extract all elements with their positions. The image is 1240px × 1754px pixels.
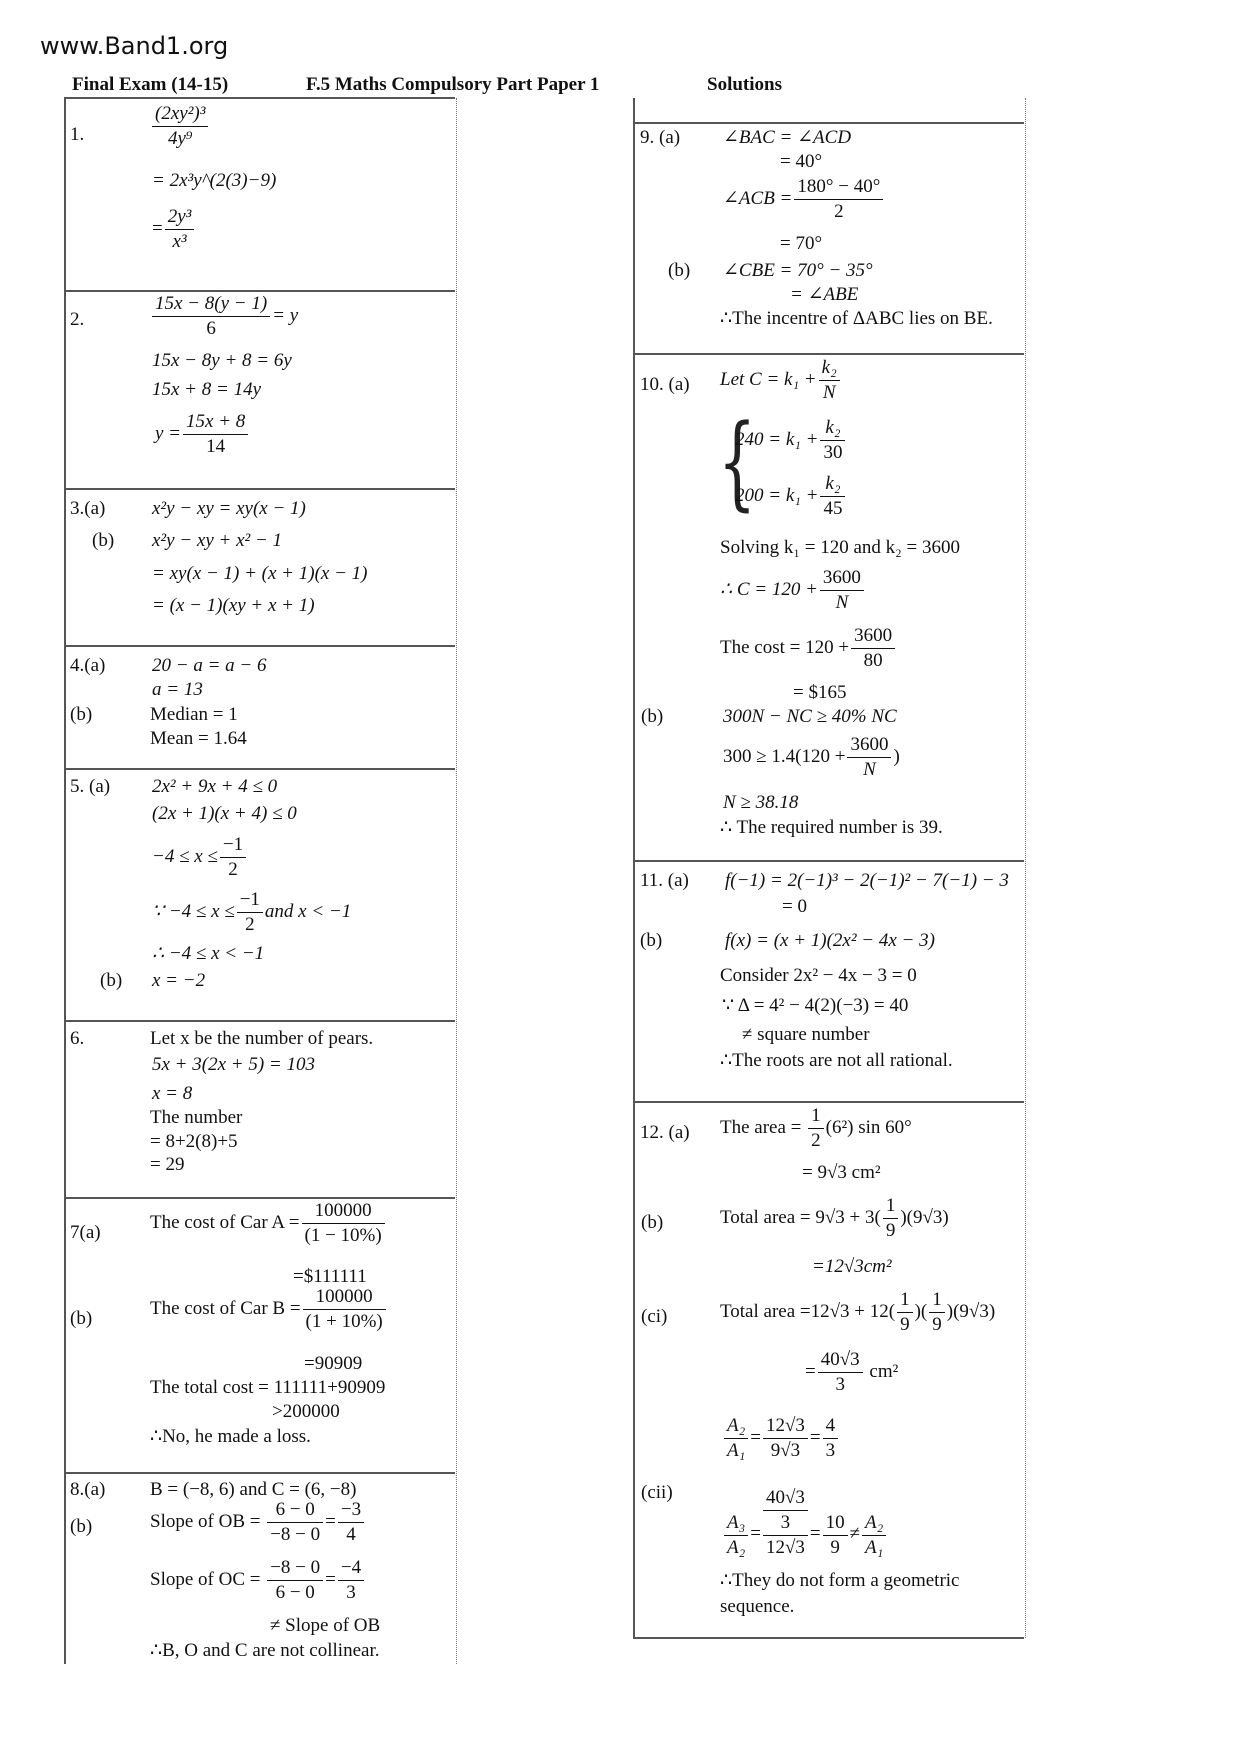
q8-not-equal: ≠ Slope of OB xyxy=(270,1615,381,1636)
q10-c xyxy=(720,566,866,615)
q12-c1 xyxy=(720,1288,995,1337)
text: Total area =12√3 + 12( xyxy=(720,1300,896,1322)
numerator: 4 xyxy=(823,1414,839,1439)
numerator: 3600 xyxy=(851,624,895,649)
text: The cost = 120 + xyxy=(720,636,850,658)
q2-step4 xyxy=(155,410,250,459)
denominator: 9 xyxy=(900,1314,910,1335)
q10-cost2: = $165 xyxy=(793,682,847,703)
q8-label-a: 8.(a) xyxy=(70,1479,106,1500)
rhs: = y xyxy=(272,304,299,326)
q3-a: x²y − xy = xy(x − 1) xyxy=(152,498,306,519)
numerator: A₂ xyxy=(862,1511,886,1536)
numerator: k₂ xyxy=(820,472,845,497)
denominator: 9 xyxy=(932,1314,942,1335)
q8-label-b: (b) xyxy=(70,1516,93,1537)
denominator: 6 xyxy=(206,318,216,339)
q9-a4: = 70° xyxy=(780,233,823,254)
q8-conclusion: ∴B, O and C are not collinear. xyxy=(150,1640,380,1661)
q4-label-a: 4.(a) xyxy=(70,655,106,676)
q6-l5: = 8+2(8)+5 xyxy=(150,1131,238,1152)
numerator: 1 xyxy=(808,1104,824,1129)
lhs: y = xyxy=(155,422,182,444)
divider xyxy=(64,1472,455,1474)
system-brace-icon: { xyxy=(718,403,757,523)
numerator: A₃ xyxy=(724,1511,748,1536)
q5-a2: (2x + 1)(x + 4) ≤ 0 xyxy=(152,803,297,824)
q3-b3: = (x − 1)(xy + x + 1) xyxy=(152,595,315,616)
denominator: 9 xyxy=(885,1220,896,1241)
denominator: 12√3 xyxy=(765,1537,805,1558)
tail: )(9√3) xyxy=(946,1300,996,1322)
q10-label-b: (b) xyxy=(641,706,664,727)
numerator: −1 xyxy=(220,833,246,858)
q7-b2: =90909 xyxy=(304,1353,363,1374)
numerator: 180° − 40° xyxy=(794,175,883,200)
text: The cost of Car A = xyxy=(150,1211,300,1233)
divider xyxy=(633,353,1024,355)
q12-label-cii: (cii) xyxy=(641,1482,673,1503)
numerator: (2xy²)³ xyxy=(152,102,208,127)
q10-s1 xyxy=(735,416,847,465)
numerator: −8 − 0 xyxy=(267,1556,323,1581)
q4-label-b: (b) xyxy=(70,704,93,725)
q2-label: 2. xyxy=(70,309,85,330)
q4-a2: a = 13 xyxy=(152,679,203,700)
q11-a1: f(−1) = 2(−1)³ − 2(−1)² − 7(−1) − 3 xyxy=(725,870,1009,891)
q5-b: x = −2 xyxy=(152,970,206,991)
denominator: 9 xyxy=(830,1536,840,1558)
q11-label-b: (b) xyxy=(640,930,663,951)
denominator: x³ xyxy=(172,231,187,252)
q11-b2: Consider 2x² − 4x − 3 = 0 xyxy=(720,965,917,986)
q8-slope-ob: Slope of OB = $\frac{6 - 0}{-8 - 0}$ = $\frac{-3}{4}$ xyxy=(150,1498,366,1547)
q1-step2: = 2x³y^(2(3)−9) xyxy=(152,170,277,191)
denominator: A₁ xyxy=(865,1536,884,1558)
q10-b4: ∴ The required number is 39. xyxy=(720,817,943,838)
denominator: 14 xyxy=(206,436,226,457)
paper-title: F.5 Maths Compulsory Part Paper 1 xyxy=(306,74,600,95)
q3-label-b: (b) xyxy=(92,530,115,551)
condition: and x < −1 xyxy=(264,900,352,922)
denominator: 80 xyxy=(863,650,883,671)
numerator: 1 xyxy=(929,1288,945,1313)
q9-b1: ∠CBE = 70° − 35° xyxy=(723,260,873,281)
numerator: 100000 xyxy=(303,1285,386,1310)
q7-a1 xyxy=(150,1199,387,1248)
q5-a3 xyxy=(152,833,248,882)
denominator: A₂ xyxy=(727,1536,746,1558)
q7-label-a: 7(a) xyxy=(70,1222,101,1243)
q7-b4: >200000 xyxy=(272,1401,340,1422)
divider xyxy=(64,645,455,647)
denominator: (1 + 10%) xyxy=(305,1311,383,1332)
tail: (6²) sin 60° xyxy=(825,1116,912,1138)
numerator: k₂ xyxy=(820,416,845,441)
q11-label-a: 11. (a) xyxy=(640,870,689,891)
q7-b5: ∴No, he made a loss. xyxy=(150,1426,311,1447)
numerator: 100000 xyxy=(302,1199,385,1224)
denominator: 6 − 0 xyxy=(275,1582,315,1603)
q12-b2: =12√3cm² xyxy=(812,1256,892,1277)
paren: ) xyxy=(893,745,900,767)
solutions-title: Solutions xyxy=(707,74,782,95)
denominator: 2 xyxy=(245,914,255,935)
q2-step1 xyxy=(150,292,298,341)
mid: )( xyxy=(914,1300,928,1322)
q7-a2: =$111111 xyxy=(293,1266,367,1287)
q12-label-b: (b) xyxy=(641,1212,664,1233)
text: 240 = k₁ + xyxy=(735,428,819,450)
denominator: 9√3 xyxy=(770,1440,801,1461)
q12-conclusion-2: sequence. xyxy=(720,1596,795,1617)
q5-a4 xyxy=(152,888,351,937)
q9-label-a: 9. (a) xyxy=(640,127,681,148)
q12-label-ci: (ci) xyxy=(641,1306,668,1327)
q12-b1 xyxy=(720,1194,949,1243)
divider xyxy=(64,768,455,770)
q6-l2: 5x + 3(2x + 5) = 103 xyxy=(152,1054,315,1075)
q12-c2: = $\frac{40√3}{3}$ cm² xyxy=(805,1349,899,1395)
q11-b5: ∴The roots are not all rational. xyxy=(720,1050,953,1071)
denominator: 2 xyxy=(834,201,844,222)
divider xyxy=(64,97,455,99)
q7-label-b: (b) xyxy=(70,1308,93,1329)
q1-expr xyxy=(150,102,210,151)
q12-a1 xyxy=(720,1104,912,1153)
divider xyxy=(64,488,455,490)
text: 300 ≥ 1.4(120 + xyxy=(723,745,846,767)
q11-b1: f(x) = (x + 1)(2x² − 4x − 3) xyxy=(725,930,935,951)
numerator-bottom: 3 xyxy=(763,1511,808,1536)
q5-a1: 2x² + 9x + 4 ≤ 0 xyxy=(152,776,278,797)
q12-ratio1: $\frac{\text{A₂}}{\text{A₁}}$ = $\frac{12√3}{9√3}$ = $\frac{4}{3}$ xyxy=(722,1414,840,1463)
q11-b3: ∵ Δ = 4² − 4(2)(−3) = 40 xyxy=(722,995,909,1016)
denominator: 3 xyxy=(346,1582,356,1603)
numerator: 40√3 xyxy=(818,1348,863,1373)
numerator: 2y³ xyxy=(165,205,195,230)
denominator: 3 xyxy=(825,1440,836,1461)
q2-step2: 15x − 8y + 8 = 6y xyxy=(152,350,292,371)
numerator: −3 xyxy=(338,1498,364,1523)
q8-a: B = (−8, 6) and C = (6, −8) xyxy=(150,1479,357,1500)
text: Total area = 9√3 + 3( xyxy=(720,1206,881,1228)
q2-step3: 15x + 8 = 14y xyxy=(152,379,262,400)
numerator: 15x + 8 xyxy=(183,410,248,435)
not-equal: ≠ xyxy=(849,1523,861,1545)
divider xyxy=(64,1020,455,1022)
denominator: 3 xyxy=(835,1374,845,1395)
q7-b1 xyxy=(150,1285,388,1334)
denominator: N xyxy=(822,382,836,403)
denominator: 2 xyxy=(228,859,238,880)
q5-label-b: (b) xyxy=(100,970,123,991)
q9-b2: = ∠ABE xyxy=(790,284,859,305)
numerator: 3600 xyxy=(820,566,864,591)
numerator: 1 xyxy=(897,1288,913,1313)
text: The cost of Car B = xyxy=(150,1297,301,1319)
q4-b1: Median = 1 xyxy=(150,704,238,725)
q5-a5: ∴ −4 ≤ x < −1 xyxy=(152,943,265,964)
q10-solve: Solving k₁ = 120 and k₂ = 3600 xyxy=(720,537,960,558)
q9-label-b: (b) xyxy=(668,260,691,281)
q9-a1: ∠BAC = ∠ACD xyxy=(723,127,852,148)
text: The area = xyxy=(720,1116,802,1138)
q12-a2: = 9√3 cm² xyxy=(802,1162,881,1183)
denominator: −8 − 0 xyxy=(270,1524,321,1545)
q12-conclusion-1: ∴They do not form a geometric xyxy=(720,1570,960,1591)
denominator: (1 − 10%) xyxy=(304,1225,382,1246)
q10-s2 xyxy=(735,472,847,521)
q8-slope-oc: Slope of OC = $\frac{-8 - 0}{6 - 0}$ = $\frac{-4}{3}$ xyxy=(150,1556,366,1605)
text: Let C = k₁ + xyxy=(720,368,817,390)
site-url: www.Band1.org xyxy=(40,32,229,60)
numerator: 15x − 8(y − 1) xyxy=(152,292,270,317)
numerator: k₂ xyxy=(819,356,840,381)
denominator: 4y⁹ xyxy=(167,128,193,149)
denominator: 4 xyxy=(346,1524,356,1545)
q10-b1: 300N − NC ≥ 40% NC xyxy=(723,706,897,727)
divider xyxy=(633,1637,1024,1639)
text: ∠ACB = xyxy=(723,187,793,209)
q10-b2 xyxy=(723,733,900,782)
q6-l4: The number xyxy=(150,1107,243,1128)
q3-label-a: 3.(a) xyxy=(70,498,106,519)
text: ∴ C = 120 + xyxy=(720,578,818,600)
denominator: 30 xyxy=(823,442,843,463)
q6-label: 6. xyxy=(70,1028,85,1049)
q9-a2: = 40° xyxy=(780,151,823,172)
q5-label-a: 5. (a) xyxy=(70,776,111,797)
text: 200 = k₁ + xyxy=(735,484,819,506)
q9-b3: ∴The incentre of ΔABC lies on BE. xyxy=(720,308,993,329)
q10-label-a: 10. (a) xyxy=(640,374,690,395)
divider xyxy=(633,1101,1024,1103)
q3-b2: = xy(x − 1) + (x + 1)(x − 1) xyxy=(152,563,368,584)
numerator: −1 xyxy=(237,888,263,913)
text: Slope of OB = xyxy=(150,1510,261,1532)
denominator: A₁ xyxy=(727,1440,746,1461)
q1-step3: = $\frac{\text{2y³}}{\text{x³}}$ xyxy=(152,205,196,254)
numerator: −4 xyxy=(338,1556,364,1581)
unit: cm² xyxy=(869,1360,899,1382)
numerator: 12√3 xyxy=(763,1414,808,1439)
exam-title: Final Exam (14-15) xyxy=(72,74,229,95)
q4-b2: Mean = 1.64 xyxy=(150,728,247,749)
numerator: 6 − 0 xyxy=(267,1498,323,1523)
inequality: ∵ −4 ≤ x ≤ xyxy=(152,900,235,922)
denominator: 2 xyxy=(811,1130,821,1151)
numerator: 1 xyxy=(883,1194,899,1219)
denominator: 45 xyxy=(823,498,843,519)
q1-label: 1. xyxy=(70,124,85,145)
numerator-top: 40√3 xyxy=(763,1486,808,1511)
q6-l1: Let x be the number of pears. xyxy=(150,1028,374,1049)
q4-a1: 20 − a = a − 6 xyxy=(152,655,267,676)
q10-b3: N ≥ 38.18 xyxy=(723,792,799,813)
q6-l3: x = 8 xyxy=(152,1083,193,1104)
divider xyxy=(633,122,1024,124)
q6-l6: = 29 xyxy=(150,1154,185,1175)
denominator: N xyxy=(863,759,876,780)
q12-ratio2: $\frac{\text{A₃}}{\text{A₂}}$ = 40√3 3 12√3 = $\frac{10}{9}$ ≠ $\frac{\text{A₂}}{\text{A₁}}$ xyxy=(722,1486,888,1560)
inequality: −4 ≤ x ≤ xyxy=(152,845,218,867)
q10-cost xyxy=(720,624,897,673)
denominator: N xyxy=(835,592,849,613)
q11-a2: = 0 xyxy=(782,896,807,917)
numerator: 10 xyxy=(823,1511,848,1536)
text: Slope of OC = xyxy=(150,1568,261,1590)
divider xyxy=(633,860,1024,862)
q11-b4: ≠ square number xyxy=(742,1024,870,1045)
q10-a1 xyxy=(720,356,842,405)
q12-label-a: 12. (a) xyxy=(640,1122,690,1143)
q9-a3 xyxy=(723,175,885,224)
numerator: A₂ xyxy=(724,1414,748,1439)
numerator: 3600 xyxy=(847,733,891,758)
tail: )(9√3) xyxy=(900,1206,949,1228)
q7-b3: The total cost = 111111+90909 xyxy=(150,1377,386,1398)
q3-b1: x²y − xy + x² − 1 xyxy=(152,530,283,551)
